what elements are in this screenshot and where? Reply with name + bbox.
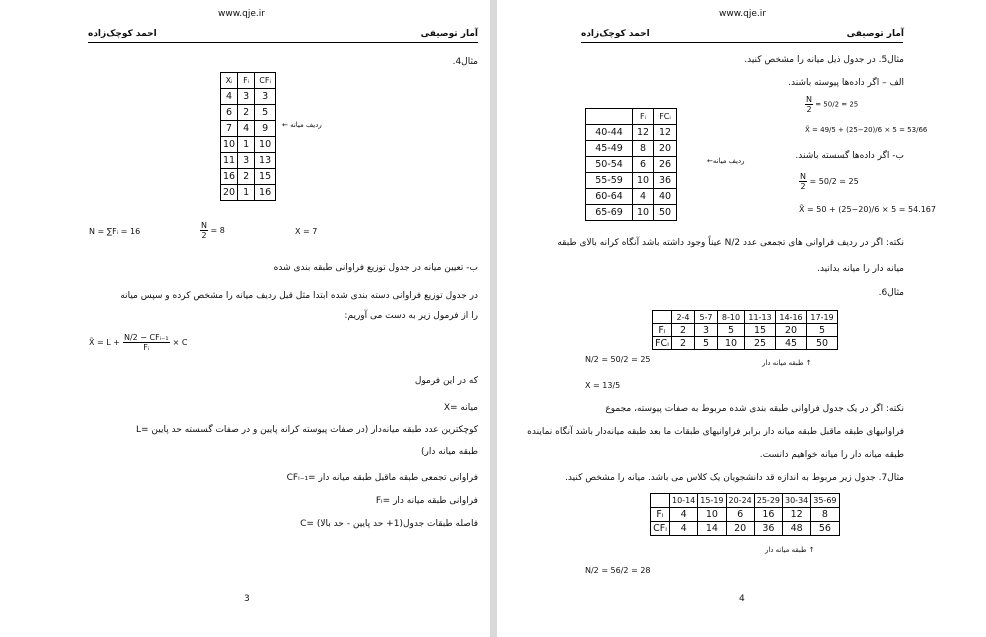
calc-a2: X̃ = 49/5 + (25−20)/6 × 5 = 53/66 — [805, 126, 928, 134]
table-cell: Fᵢ — [651, 508, 670, 522]
table-header-cell: 5-7 — [695, 311, 718, 324]
table-cell: 40 — [654, 189, 677, 205]
table-cell: 6 — [726, 508, 754, 522]
table-cell: 12 — [633, 125, 654, 141]
table-cell: 20 — [726, 522, 754, 536]
table-cell: 4 — [238, 121, 255, 137]
table-cell: 10 — [633, 205, 654, 221]
note-line: فراوانیهای طبقه ماقبل طبقه میانه دار برابر فراوانیهای طبقات ما بعد طبقه میانه‌دار باشد آنگاه نماینده — [527, 427, 904, 437]
table-cell: 7 — [221, 121, 238, 137]
table-cell: 2 — [672, 324, 695, 337]
header-title: آمار توصیفی — [846, 29, 904, 39]
table-cell: 6 — [633, 157, 654, 173]
table-cell: Fᵢ — [653, 324, 672, 337]
table-header-cell: 30-34 — [783, 494, 811, 508]
table-cell: 26 — [654, 157, 677, 173]
table-cell: 2 — [672, 337, 695, 350]
median-class-label: ↑ طبقه میانه دار — [765, 546, 815, 554]
header-rule — [581, 42, 903, 43]
table-row — [586, 173, 677, 189]
table-header-cell — [653, 311, 672, 324]
table-cell: 5 — [807, 324, 838, 337]
table-cell: 12 — [654, 125, 677, 141]
table-header-cell: 10-14 — [670, 494, 698, 508]
table-cell: 15 — [255, 169, 276, 185]
header-title: آمار توصیفی — [420, 29, 478, 39]
table-cell: 5 — [718, 324, 745, 337]
table-cell: 4 — [633, 189, 654, 205]
definition-line: C= فاصله طبقات جدول(1+ حد پایین - حد بالا) — [300, 519, 478, 529]
table-header-row — [651, 494, 840, 508]
table-row — [653, 324, 838, 337]
table-cell: 10 — [633, 173, 654, 189]
example-5: مثال5. در جدول ذیل میانه را مشخص کنید. — [744, 55, 904, 65]
data-table-5 — [585, 108, 677, 221]
note-line: نکته: اگر در ردیف فراوانی های تجمعی عدد N/2 عیناً وجود داشته باشد آنگاه کرانه بالای طبقه — [557, 238, 904, 248]
table-cell: 13 — [255, 153, 276, 169]
frac-num: N — [201, 221, 207, 230]
definition-line: L= کوچکترین عدد طبقه میانه‌دار (در صفات پیوسته کرانه پایین و در صفات گسسته حد پایین — [135, 425, 478, 435]
calc-a1 — [805, 95, 858, 114]
frac-den: 2 — [201, 231, 207, 240]
table-cell: 6 — [221, 105, 238, 121]
table-cell: 11 — [221, 153, 238, 169]
case-a: الف – اگر داده‌ها پیوسته باشند. — [788, 78, 904, 88]
table-row — [221, 105, 276, 121]
table-row — [221, 169, 276, 185]
table-header-row — [653, 311, 838, 324]
formula-denominator: Fᵢ — [143, 343, 150, 352]
table-header-cell: 25-29 — [754, 494, 782, 508]
table-cell: 60-64 — [586, 189, 633, 205]
median-row-label: ردیف میانه← — [707, 157, 745, 165]
table-cell: 1 — [238, 185, 255, 201]
page-left — [0, 0, 490, 637]
table-cell: 2 — [238, 105, 255, 121]
table-cell: 55-59 — [586, 173, 633, 189]
table-cell: 3 — [255, 89, 276, 105]
table-cell: 5 — [255, 105, 276, 121]
calc-b1-rhs: = 50/2 = 25 — [809, 177, 859, 186]
formula-median: X = 7 — [295, 227, 318, 236]
table-cell: 1 — [238, 137, 255, 153]
data-table-4 — [220, 72, 276, 201]
table-header-cell: Fᵢ — [238, 73, 255, 89]
median-class-label: ↑ طبقه میانه دار — [762, 359, 812, 367]
table-header-cell: 20-24 — [726, 494, 754, 508]
header-author: احمد کوچک‌زاده — [581, 29, 650, 39]
table-row — [221, 89, 276, 105]
calc-b2: X̃ = 50 + (25−20)/6 × 5 = 54.167 — [799, 205, 936, 214]
table-cell: 65-69 — [586, 205, 633, 221]
median-row-label: ردیف میانه ← — [282, 121, 322, 129]
note-line: طبقه میانه دار را میانه خواهیم دانست. — [759, 450, 904, 460]
note-line: نکته: اگر در یک جدول فراوانی طبقه بندی شده مربوط به صفات پیوسته، مجموع — [605, 404, 904, 414]
example-title: مثال4. — [452, 57, 478, 67]
table-cell: 3 — [238, 89, 255, 105]
data-table-7 — [650, 493, 840, 536]
page-right — [497, 0, 986, 637]
paragraph-line: در جدول توزیع فراوانی دسته بندی شده ابتدا مثل قبل ردیف میانه را مشخص کرده و سپس میانه — [120, 291, 478, 301]
formula-numerator: N/2 − CFᵢ₋₁ — [123, 333, 169, 342]
table-header-row — [221, 73, 276, 89]
calc-7: N/2 = 56/2 = 28 — [585, 566, 651, 575]
site-url: www.qje.ir — [719, 9, 766, 19]
table-row — [586, 205, 677, 221]
table-header-cell: FCᵢ — [654, 109, 677, 125]
table-cell: 15 — [745, 324, 776, 337]
table-row — [221, 121, 276, 137]
table-cell: 10 — [718, 337, 745, 350]
table-header-cell: 11-13 — [745, 311, 776, 324]
table-cell: 4 — [670, 522, 698, 536]
table-cell: 50-54 — [586, 157, 633, 173]
table-cell: 20 — [221, 185, 238, 201]
table-row — [586, 189, 677, 205]
table-cell: 10 — [221, 137, 238, 153]
table-header-cell: 8-10 — [718, 311, 745, 324]
frac-num: N — [800, 172, 806, 181]
table-header-row — [586, 109, 677, 125]
calc-a1-rhs: = 50/2 = 25 — [815, 100, 859, 109]
table-cell: 48 — [783, 522, 811, 536]
table-cell: 50 — [807, 337, 838, 350]
formula-half — [200, 221, 225, 240]
example-7: مثال7. جدول زیر مربوط به اندازه قد دانشجویان یک کلاس می باشد. میانه را مشخص کنید. — [565, 473, 904, 483]
table-cell: 3 — [238, 153, 255, 169]
definition-line: CFᵢ₋₁= فراوانی تجمعی طبقه ماقبل طبقه میانه دار — [286, 473, 478, 483]
table-row — [651, 508, 840, 522]
table-cell: 20 — [654, 141, 677, 157]
table-header-cell — [586, 109, 633, 125]
page-number: 4 — [739, 594, 745, 604]
table-header-cell: CFᵢ — [255, 73, 276, 89]
frac-den: 2 — [800, 182, 806, 191]
table-cell: 4 — [670, 508, 698, 522]
table-header-cell: Xᵢ — [221, 73, 238, 89]
header-author: احمد کوچک‌زاده — [88, 29, 157, 39]
table-header-cell: 2-4 — [672, 311, 695, 324]
table-header-cell: 14-16 — [776, 311, 807, 324]
table-row — [221, 137, 276, 153]
table-cell: 2 — [238, 169, 255, 185]
data-table-6 — [652, 310, 838, 350]
table-cell: 16 — [754, 508, 782, 522]
example-6: مثال6. — [878, 288, 904, 298]
table-cell: 10 — [698, 508, 726, 522]
table-cell: 36 — [654, 173, 677, 189]
calc-6a: N/2 = 50/2 = 25 — [585, 355, 651, 364]
table-cell: 45 — [776, 337, 807, 350]
calc-b1 — [799, 172, 859, 191]
site-url: www.qje.ir — [218, 9, 265, 19]
table-header-cell: 15-19 — [698, 494, 726, 508]
header-rule — [88, 42, 478, 43]
table-cell: 16 — [221, 169, 238, 185]
table-row — [653, 337, 838, 350]
definition-line: Fᵢ= فراوانی طبقه میانه دار — [375, 496, 478, 506]
median-formula — [89, 333, 187, 352]
note-line: میانه دار را میانه بدانید. — [817, 264, 904, 274]
paragraph-line: را از فرمول زیر به دست می آوریم: — [344, 311, 478, 321]
table-row — [586, 141, 677, 157]
table-cell: 45-49 — [586, 141, 633, 157]
table-cell: 40-44 — [586, 125, 633, 141]
table-cell: 50 — [654, 205, 677, 221]
table-cell: 8 — [633, 141, 654, 157]
table-cell: 16 — [255, 185, 276, 201]
table-header-cell: Fᵢ — [633, 109, 654, 125]
definition-line: طبقه میانه دار) — [421, 447, 478, 457]
table-cell: 12 — [783, 508, 811, 522]
table-cell: 4 — [221, 89, 238, 105]
table-row — [221, 153, 276, 169]
table-cell: 36 — [754, 522, 782, 536]
table-cell: CFᵢ — [651, 522, 670, 536]
table-cell: 14 — [698, 522, 726, 536]
calc-6b: X = 13/5 — [585, 381, 621, 390]
table-cell: 9 — [255, 121, 276, 137]
where-text: که در این فرمول — [414, 376, 478, 386]
table-row — [586, 157, 677, 173]
table-header-cell: 35-69 — [811, 494, 839, 508]
section-b-heading: ب- تعیین میانه در جدول توزیع فراوانی طبقه بندی شده — [273, 263, 478, 273]
definition-line: X= میانه — [443, 403, 478, 413]
table-row — [221, 185, 276, 201]
formula-n: N = ∑Fᵢ = 16 — [89, 227, 141, 236]
formula-rhs: × C — [172, 338, 188, 347]
table-cell: 20 — [776, 324, 807, 337]
table-cell: 25 — [745, 337, 776, 350]
frac-den: 2 — [806, 105, 812, 114]
table-cell: 10 — [255, 137, 276, 153]
table-cell: 3 — [695, 324, 718, 337]
table-row — [586, 125, 677, 141]
table-cell: 56 — [811, 522, 839, 536]
case-b: ب- اگر داده‌ها گسسته باشند. — [795, 151, 904, 161]
table-header-cell — [651, 494, 670, 508]
formula-lhs: X̃ = L + — [89, 338, 120, 347]
table-row — [651, 522, 840, 536]
page-number: 3 — [244, 594, 250, 604]
table-cell: 8 — [811, 508, 839, 522]
frac-val: = 8 — [210, 226, 225, 235]
table-header-cell: 17-19 — [807, 311, 838, 324]
table-cell: 5 — [695, 337, 718, 350]
table-cell: FCᵢ — [653, 337, 672, 350]
frac-num: N — [806, 95, 812, 104]
